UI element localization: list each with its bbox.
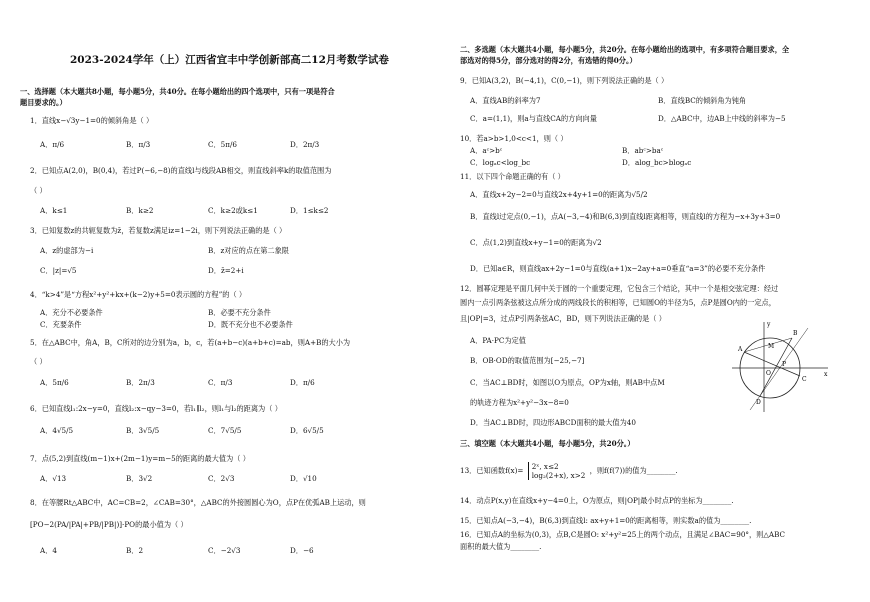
- q1-option-b: B．π/3: [126, 140, 151, 149]
- q6-option-a: A．4√5/5: [40, 426, 74, 435]
- label-p: P: [782, 361, 787, 368]
- label-a: A: [738, 346, 743, 353]
- right-column: [452, 0, 870, 602]
- q5-option-b: B．2π/3: [126, 378, 155, 387]
- q12-option-a: A．PA·PC为定值: [470, 336, 526, 345]
- q6-option-c: C．7√5/5: [208, 426, 242, 435]
- section1-header-line1: 一、选择题（本大题共8小题，每小题5分，共40分。在每小题给出的四个选项中，只有一项是符合: [20, 87, 335, 96]
- q1-option-a: A．π/6: [40, 140, 65, 149]
- question-13: [460, 462, 678, 480]
- question-14: 14．动点P(x,y)在直线x+y−4=0上，O为原点，则|OP|最小时点P的坐标为________.: [460, 496, 734, 505]
- q9-option-b: B．直线BC的倾斜角为钝角: [658, 96, 747, 105]
- q5-option-a: A．5π/6: [40, 378, 69, 387]
- question-11: 11．以下四个命题正确的有（ ）: [460, 172, 565, 181]
- q10-option-b: B．abᶜ>baᶜ: [622, 146, 664, 155]
- left-column: [18, 0, 438, 602]
- question-5-line2: （ ）: [30, 357, 47, 366]
- label-o: O: [766, 370, 771, 377]
- question-1: 1．直线x−√3y−1=0的倾斜角是（ ）: [30, 116, 154, 125]
- q12-option-b: B．OB·OD的取值范围为[−25,−7]: [470, 356, 585, 365]
- label-d: D: [756, 399, 761, 406]
- circle-chord-figure: [730, 318, 830, 414]
- q4-option-a: A．充分不必要条件: [40, 308, 103, 317]
- q11-option-c: C．点(1,2)到直线x+y−1=0的距离为√2: [470, 238, 602, 247]
- question-8-line1: 8．在等腰Rt△ABC中，AC=CB=2，∠CAB=30°，△ABC的外接圆圆心为O，点P在优弧AB上运动，则: [30, 498, 366, 507]
- q2-option-b: B．k≥2: [126, 206, 154, 215]
- label-b: B: [793, 330, 798, 337]
- q4-option-d: D．既不充分也不必要条件: [208, 320, 293, 329]
- q13-case1: 2ˣ, x≤2: [531, 462, 559, 471]
- question-8-line2: [PO−2(PA/|PA|+PB/|PB|)]·PO的最小值为（ ）: [30, 520, 188, 529]
- question-3: 3．已知复数z的共轭复数为z̄，若复数z满足iz=1−2i，则下列说法正确的是（ ）: [30, 226, 287, 235]
- q9-option-c: C．a=(1,1)，则a与直线CA的方向向量: [470, 114, 597, 123]
- label-c: C: [802, 376, 807, 383]
- q4-option-c: C．充要条件: [40, 320, 82, 329]
- q3-option-c: C．|z|=√5: [40, 266, 77, 275]
- q7-option-a: A．√13: [40, 474, 67, 483]
- section3-header: 三、填空题（本大题共4小题，每小题5分，共20分。）: [460, 439, 635, 448]
- q6-option-b: B．3√5/5: [126, 426, 160, 435]
- section2-header-line1: 二、多选题（本大题共4小题，每小题5分，共20分。在每小题给出的选项中，有多项符合题目要求，全: [460, 45, 790, 54]
- q3-option-b: B．z对应的点在第二象限: [208, 246, 289, 255]
- question-9: 9．已知A(3,2)，B(−4,1)，C(0,−1)，则下列说法正确的是（ ）: [460, 76, 669, 85]
- q13-case2: log₂(2+x), x>2: [531, 471, 586, 480]
- question-6: 6．已知直线l₁:2x−y=0，直线l₂:x−qy−3=0，若l₁∥l₂，则l₁与l₂的距离为（ ）: [30, 404, 282, 413]
- question-2-line1: 2．已知点A(2,0)，B(0,4)，若过P(−6,−8)的直线l与线段AB相交，则直线斜率k的取值范围为: [30, 166, 332, 175]
- q11-option-b: B．直线l过定点(0,−1)，点A(−3,−4)和B(6,3)到直线l距离相等，则直线l的方程为−x+3y+3=0: [470, 212, 781, 221]
- q3-option-d: D．z̄=2+i: [208, 266, 244, 275]
- label-x: x: [824, 371, 828, 378]
- q10-option-c: C．logₐc<log_bc: [470, 158, 531, 167]
- section2-header-line2: 部选对的得5分，部分选对的得2分，有选错的得0分。）: [460, 56, 637, 65]
- question-15: 15．已知点A(−3,−4)，B(6,3)到直线l: ax+y+1=0的距离相等，则实数a的值为________.: [460, 516, 752, 525]
- question-4: 4．“k>4”是“方程x²+y²+kx+(k−2)y+5=0表示圆的方程”的（ ）: [30, 290, 247, 299]
- question-16-line2: 面积的最大值为________.: [460, 542, 542, 551]
- question-5-line1: 5．在△ABC中，角A，B，C所对的边分别为a，b，c，若(a+b−c)(a+b+c)=ab，则A+B的大小为: [30, 338, 351, 347]
- q1-option-d: D．2π/3: [290, 140, 320, 149]
- q7-option-d: D．√10: [290, 474, 317, 483]
- q6-option-d: D．6√5/5: [290, 426, 324, 435]
- q8-option-b: B．2: [126, 546, 144, 555]
- question-12-line1: 12．圆幂定理是平面几何中关于圆的一个重要定理，它包含三个结论，其中一个是相交弦定理：经过: [460, 284, 779, 293]
- label-y: y: [767, 321, 771, 328]
- q7-option-c: C．2√3: [208, 474, 235, 483]
- q13-suffix: ，则f(f(7))的值为________.: [589, 466, 678, 475]
- q8-option-c: C．−2√3: [208, 546, 241, 555]
- q11-option-d: D．已知a∈R，则直线ax+2y−1=0与直线(a+1)x−2ay+a=0垂直“a=3”的必要不充分条件: [470, 264, 766, 273]
- label-m: M: [768, 343, 775, 350]
- q1-option-c: C．5π/6: [208, 140, 237, 149]
- q12-option-c-cont: 的轨迹方程为x²+y²−3x−8=0: [470, 398, 569, 407]
- question-7: 7．点(5,2)到直线(m−1)x+(2m−1)y=m−5的距离的最大值为（ ）: [30, 454, 250, 463]
- chord-ac: [744, 352, 800, 376]
- question-10: 10．若a>b>1,0<c<1，则（ ）: [460, 134, 568, 143]
- q5-option-d: D．π/6: [290, 378, 315, 387]
- question-2-line2: （ ）: [30, 186, 47, 195]
- q9-option-a: A．直线AB的斜率为7: [470, 96, 541, 105]
- q12-option-d: D．当AC⊥BD时，四边形ABCD面积的最大值为40: [470, 418, 636, 427]
- section1-header-line2: 题目要求的。）: [20, 98, 67, 107]
- question-12-line2: 圆内一点引两条弦被这点所分成的两线段长的积相等，已知圆O的半径为5，点P是圆O内的一定点，: [460, 298, 776, 307]
- q3-option-a: A．z的虚部为−i: [40, 246, 94, 255]
- question-16-line1: 16．已知点A的坐标为(0,3)，点B,C是圆O: x²+y²=25上的两个动点，且满足∠BAC=90°，则△ABC: [460, 530, 785, 539]
- question-12-line3: 且|OP|=3，过点P引两条弦AC，BD，则下列说法正确的是（ ）: [460, 314, 666, 323]
- q10-option-d: D．alog_bc>blogₐc: [622, 158, 692, 167]
- q8-option-d: D．−6: [290, 546, 314, 555]
- exam-title: 2023-2024学年（上）江西省宜丰中学创新部高二12月考数学试卷: [70, 54, 389, 66]
- q11-option-a: A．直线x+2y−2=0与直线2x+4y+1=0的距离为√5/2: [470, 190, 648, 199]
- q2-option-a: A．k≤1: [40, 206, 68, 215]
- q4-option-b: B．必要不充分条件: [208, 308, 271, 317]
- q13-piecewise: [528, 462, 586, 480]
- q7-option-b: B．3√2: [126, 474, 153, 483]
- q13-prefix: 13．已知函数f(x)=: [460, 466, 524, 475]
- q2-option-c: C．k≥2或k≤1: [208, 206, 258, 215]
- q9-option-d: D．△ABC中，边AB上中线的斜率为−5: [658, 114, 786, 123]
- q12-option-c: C．当AC⊥BD时，如图以O为原点，OP为x轴，则AB中点M: [470, 378, 665, 387]
- q8-option-a: A．4: [40, 546, 57, 555]
- q5-option-c: C．π/3: [208, 378, 233, 387]
- q2-option-d: D．1≤k≤2: [290, 206, 329, 215]
- chord-bd: [760, 338, 792, 396]
- q10-option-a: A．aᶜ>bᶜ: [470, 146, 503, 155]
